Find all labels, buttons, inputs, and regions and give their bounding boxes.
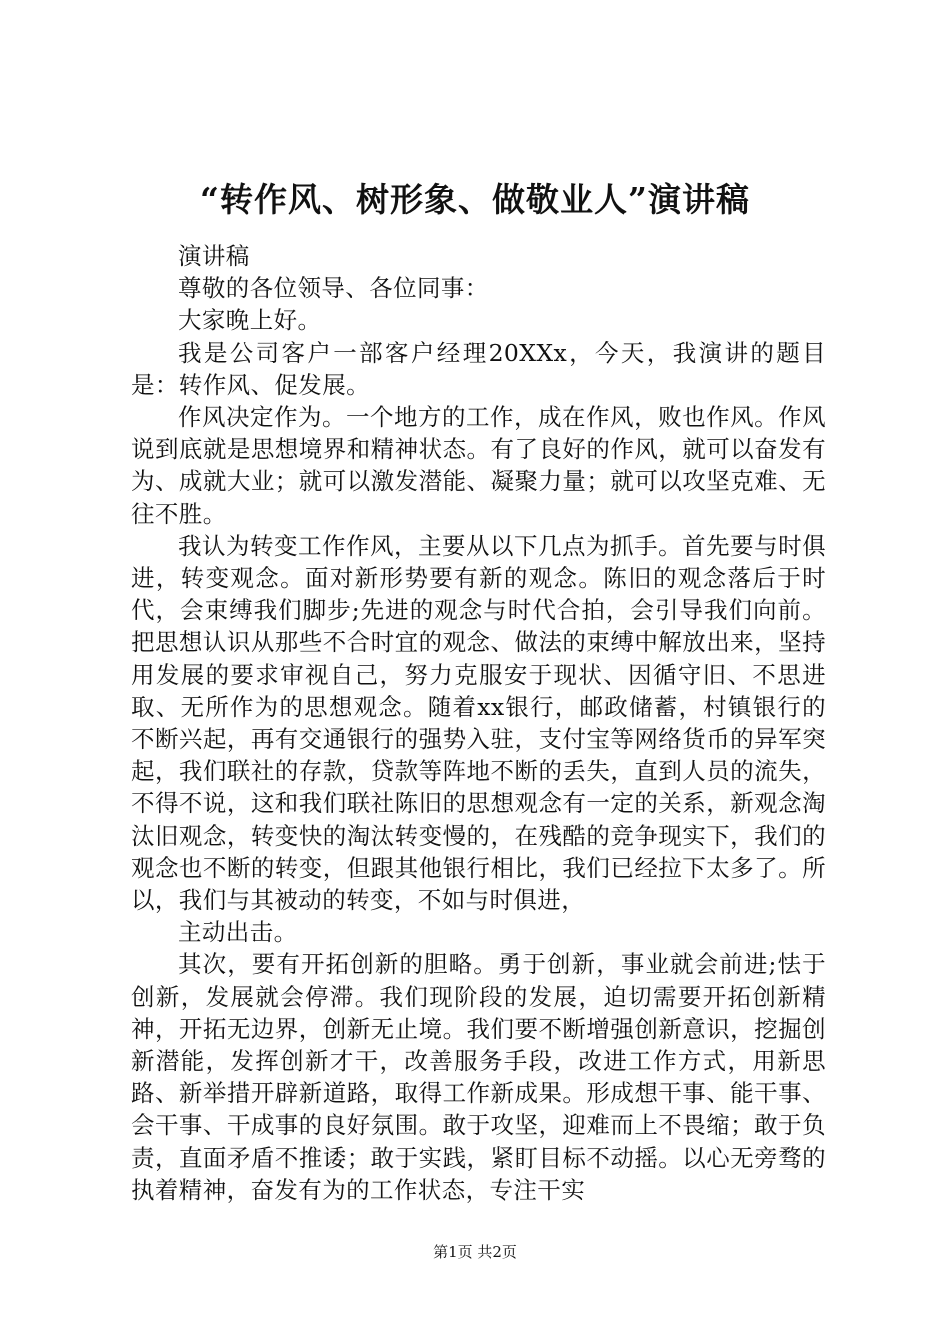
- paragraph: 我是公司客户一部客户经理20XXx，今天，我演讲的题目是：转作风、促发展。: [131, 338, 826, 399]
- document-body: [131, 240, 826, 1206]
- paragraph: 主动出击。: [178, 918, 298, 947]
- paragraph: 其次，要有开拓创新的胆略。勇于创新，事业就会前进;怯于创新，发展就会停滞。我们现阶段的发展，迫切需要开拓创新精神，开拓无边界，创新无止境。我们要不断增强创新意识，挖掘创新潜能，发挥创新才干，改善服务手段，改进工作方式，用新思路、新举措开辟新道路，取得工作新成果。形成想干事、能干事、会干事、干成事的良好氛围。敢于攻坚，迎难而上不畏缩；敢于负责，直面矛盾不推诿；敢于实践，紧盯目标不动摇。以心无旁骛的执着精神，奋发有为的工作状态，专注干实: [131, 950, 826, 1204]
- paragraph: 我认为转变工作作风，主要从以下几点为抓手。首先要与时俱进，转变观念。面对新形势要有新的观念。陈旧的观念落后于时代，会束缚我们脚步;先进的观念与时代合拍，会引导我们向前。把思想认识从那些不合时宜的观念、做法的束缚中解放出来，坚持用发展的要求审视自己，努力克服安于现状、因循守旧、不思进取、无所作为的思想观念。随着xx银行，邮政储蓄，村镇银行的不断兴起，再有交通银行的强势入驻，支付宝等网络货币的异军突起，我们联社的存款，贷款等阵地不断的丢失，直到人员的流失，不得不说，这和我们联社陈旧的思想观念有一定的关系，新观念淘汰旧观念，转变快的淘汰转变慢的，在残酷的竞争现实下，我们的观念也不断的转变，但跟其他银行相比，我们已经拉下太多了。所以，我们与其被动的转变，不如与时俱进，: [131, 531, 826, 915]
- paragraph: 大家晚上好。: [178, 306, 322, 335]
- paragraph: 作风决定作为。一个地方的工作，成在作风，败也作风。作风说到底就是思想境界和精神状态。有了良好的作风，就可以奋发有为、成就大业；就可以激发潜能、凝聚力量；就可以攻坚克难、无往不胜。: [131, 403, 826, 528]
- paragraph: 演讲稿: [178, 242, 250, 270]
- paragraph: 尊敬的各位领导、各位同事：: [178, 274, 489, 303]
- page-footer: 第1页 共2页: [433, 1243, 517, 1261]
- document-title: “转作风、树形象、做敬业人”演讲稿: [200, 180, 750, 219]
